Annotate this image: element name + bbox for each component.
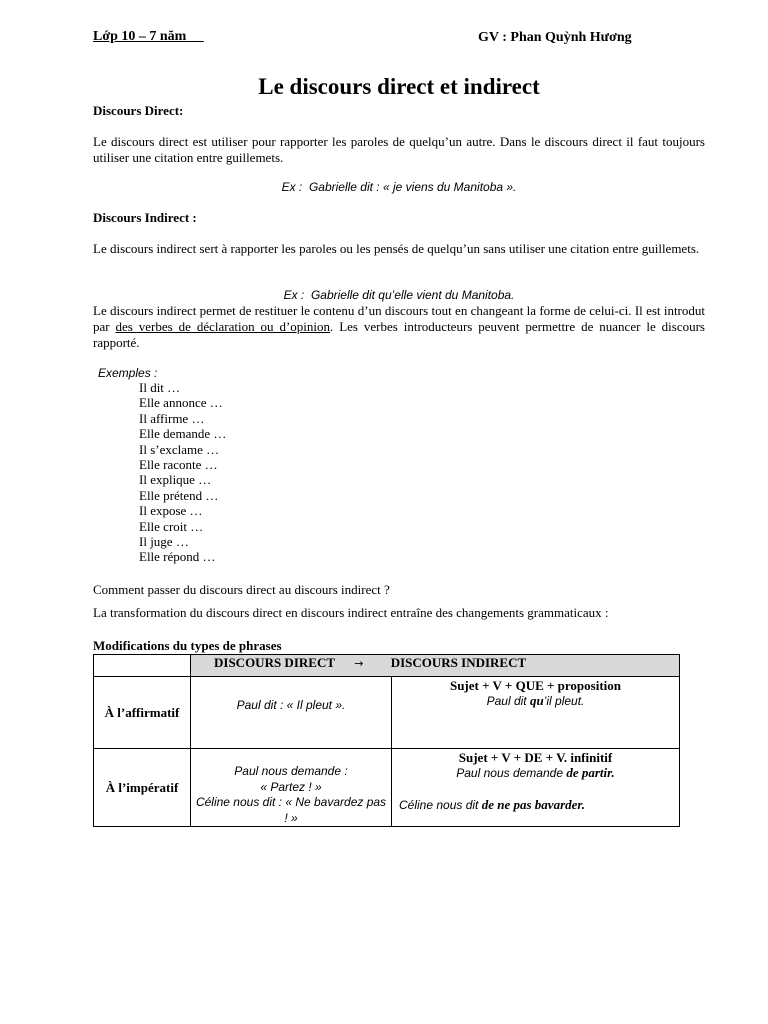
list-item: Il expose … <box>139 503 203 519</box>
modifications-table <box>93 654 680 827</box>
table-header: DISCOURS DIRECT → DISCOURS INDIRECT <box>191 655 680 677</box>
class-label: Lớp 10 – 7 năm <box>93 29 187 44</box>
list-item: Il affirme … <box>139 410 205 426</box>
indirect-explanation: Le discours indirect permet de restituer le contenu d’un discours tout en changeant la forme de celui-ci. Il est introdut par des verbes de déclaration ou d’opinion. Les verbes introducteurs peuvent permettre de nuancer le discours rapporté. <box>93 303 705 350</box>
arrow-icon: → <box>354 657 364 670</box>
indirect-heading: Discours Indirect : <box>93 210 197 225</box>
teacher-label: GV : Phan Quỳnh Hương <box>478 30 632 45</box>
rule-text: Sujet + V + DE + V. infinitif <box>458 750 613 765</box>
row-label: À l’impératif <box>94 749 191 827</box>
list-item: Il juge … <box>139 533 189 549</box>
list-item: Elle prétend … <box>139 487 219 503</box>
question-line: Comment passer du discours direct au discours indirect ? <box>93 582 390 597</box>
list-item: Il s’exclame … <box>139 441 220 457</box>
indirect-cell <box>392 749 680 827</box>
table-header-row <box>94 655 680 677</box>
table-row <box>94 749 680 827</box>
table-row <box>94 677 680 749</box>
direct-paragraph: Le discours direct est utiliser pour rapporter les paroles de quelqu’un autre. Dans le discours direct il faut toujours utiliser une citation entre guillemets. <box>93 134 705 165</box>
direct-cell: Paul dit : « Il pleut ». <box>191 677 392 749</box>
verbs-declaration-link: des verbes de déclaration ou d’opinion <box>115 319 331 334</box>
list-item: Elle croit … <box>139 518 204 534</box>
indirect-paragraph: Le discours indirect sert à rapporter les paroles ou les pensés de quelqu’un sans utiliser une citation entre guillemets. <box>93 241 700 256</box>
transformation-line: La transformation du discours direct en discours indirect entraîne des changements grammaticaux : <box>93 605 609 620</box>
direct-heading: Discours Direct: <box>93 103 184 118</box>
examples-label: Exemples : <box>98 366 158 380</box>
list-item: Il explique … <box>139 472 212 488</box>
indirect-example: Céline nous dit de ne pas bavarder. <box>399 797 585 812</box>
direct-cell: Paul nous demande : « Partez ! » Céline nous dit : « Ne bavardez pas ! » <box>191 749 392 827</box>
table-corner <box>94 655 191 677</box>
list-item: Elle annonce … <box>139 395 223 411</box>
row-label: À l’affirmatif <box>94 677 191 749</box>
list-item: Il dit … <box>139 380 181 395</box>
rule-text: Sujet + V + QUE + proposition <box>449 678 622 693</box>
modifications-heading: Modifications du types de phrases <box>93 638 282 653</box>
indirect-example: Paul nous demande de partir. <box>456 765 615 780</box>
direct-example: Ex : Gabrielle dit : « je viens du Manitoba ». <box>281 180 517 194</box>
verb-list <box>139 380 226 565</box>
indirect-example: Paul dit qu’il pleut. <box>486 693 585 708</box>
list-item: Elle demande … <box>139 426 227 442</box>
indirect-cell <box>392 677 680 749</box>
page-title: Le discours direct et indirect <box>258 74 540 99</box>
indirect-example: Ex : Gabrielle dit qu’elle vient du Manitoba. <box>283 288 515 302</box>
list-item: Elle répond … <box>139 549 216 565</box>
list-item: Elle raconte … <box>139 456 218 472</box>
